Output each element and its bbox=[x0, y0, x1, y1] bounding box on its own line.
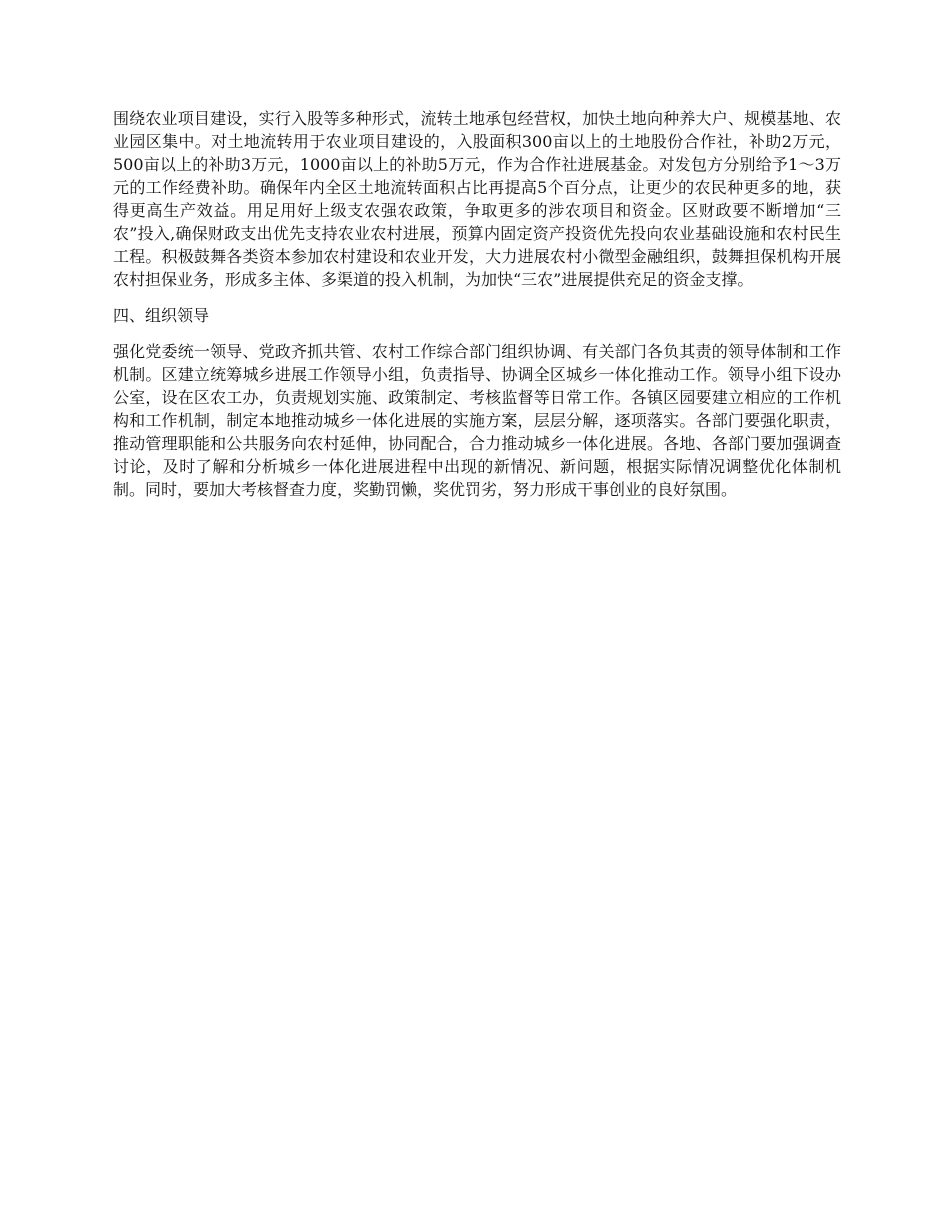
section-heading-organization: 四、组织领导 bbox=[113, 306, 210, 325]
document-body bbox=[113, 107, 841, 501]
paragraph-organization: 强化党委统一领导、党政齐抓共管、农村工作综合部门组织协调、有关部门各负其责的领导体制和工作机制。区建立统筹城乡进展工作领导小组，负责指导、协调全区城乡一体化推动工作。领导小组下设办公室，设在区农工办，负责规划实施、政策制定、考核监督等日常工作。各镇区园要建立相应的工作机构和工作机制，制定本地推动城乡一体化进展的实施方案，层层分解，逐项落实。各部门要强化职责，推动管理职能和公共服务向农村延伸，协同配合，合力推动城乡一体化进展。各地、各部门要加强调查讨论，及时了解和分析城乡一体化进展进程中出现的新情况、新问题，根据实际情况调整优化体制机制。同时，要加大考核督查力度，奖勤罚懒，奖优罚劣，努力形成干事创业的良好氛围。 bbox=[113, 342, 841, 499]
paragraph-funding: 围绕农业项目建设，实行入股等多种形式，流转土地承包经营权，加快土地向种养大户、规模基地、农业园区集中。对土地流转用于农业项目建设的，入股面积300亩以上的土地股份合作社，补助2万元，500亩以上的补助3万元，1000亩以上的补助5万元，作为合作社进展基金。对发包方分别给予1～3万元的工作经费补助。确保年内全区土地流转面积占比再提高5个百分点，让更少的农民种更多的地，获得更高生产效益。用足用好上级支农强农政策，争取更多的涉农项目和资金。区财政要不断增加“三农”投入,确保财政支出优先支持农业农村进展，预算内固定资产投资优先投向农业基础设施和农村民生工程。积极鼓舞各类资本参加农村建设和农业开发，大力进展农村小微型金融组织，鼓舞担保机构开展农村担保业务，形成多主体、多渠道的投入机制，为加快“三农”进展提供充足的资金支撑。 bbox=[113, 109, 841, 289]
